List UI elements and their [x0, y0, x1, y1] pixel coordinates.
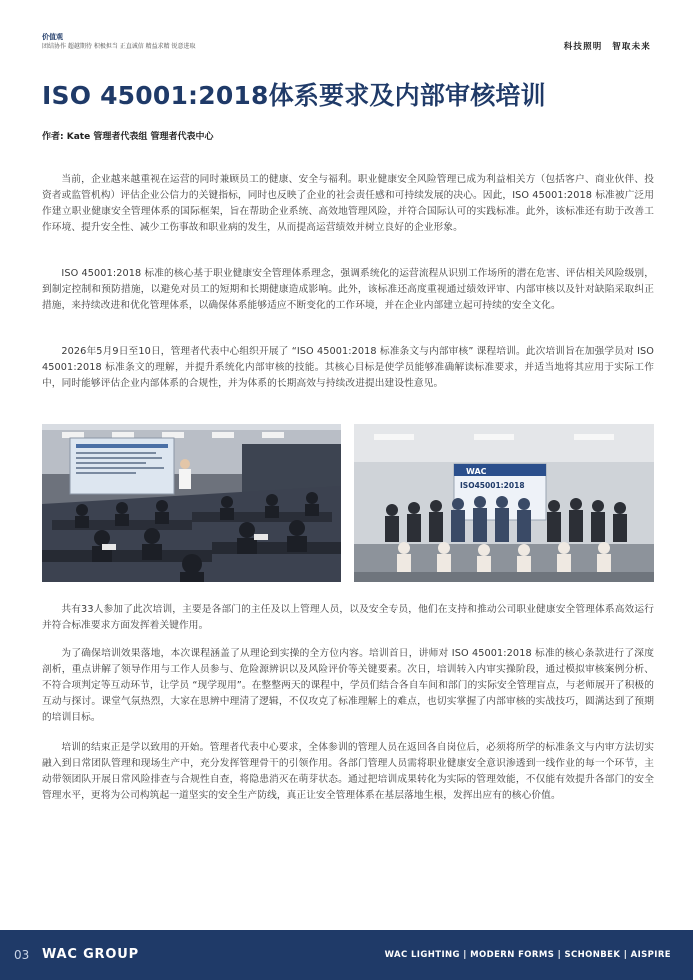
page-footer: [0, 930, 693, 980]
photo-banner-text: ISO45001:2018: [460, 481, 525, 490]
paragraph-5: 为了确保培训效果落地，本次课程涵盖了从理论到实操的全方位内容。培训首日，讲师对 ISO 45001:2018 标准的核心条款进行了深度剖析，重点讲解了领导作用与工作人员参与、危险源辨识以及风险评价等关键要素。次日，培训转入内审实操阶段，通过模拟审核案例分析、不符合项判定等互动环节，让学员 “现学现用”。在整整两天的课程中，学员们结合各自车间和部门的实际安全管理盲点，与老师展开了积极的互动与探讨。课堂气氛热烈，大家在思辨中理清了逻辑，不仅攻克了标准理解上的难点，也切实掌握了内部审核的实战技巧，圆满达到了预期的培训目标。: [42, 648, 654, 723]
training-classroom-photo: [42, 424, 341, 582]
company-tagline: 科技照明 智取未来: [563, 42, 651, 52]
paragraph-3: 2026年5月9日至10日，管理者代表中心组织开展了 “ISO 45001:2018 标准条文与内部审核” 课程培训。此次培训旨在加强学员对 ISO 45001:2018 标准条文的理解，并提升系统化内部审核的技能。其核心目标是使学员能够准确解读标准要求，并适当地将其应用于实际工作中，同时能够评估企业内部体系的合规性，并为体系的长期高效与持续改进提出建设性意见。: [42, 346, 654, 389]
footer-brand-list: WAC LIGHTING | MODERN FORMS | SCHONBEK | AISPIRE: [384, 950, 671, 960]
article-title: ISO 45001:2018体系要求及内部审核培训: [42, 81, 546, 110]
paragraph-4: 共有33人参加了此次培训，主要是各部门的主任及以上管理人员，以及安全专员，他们在支持和推动公司职业健康安全管理体系高效运行并符合标准要求方面发挥着关键作用。: [42, 604, 655, 631]
header-values-block: [42, 32, 196, 51]
values-section-label: 价值观: [42, 33, 63, 41]
training-group-photo: [354, 424, 654, 582]
paragraph-6: 培训的结束正是学以致用的开始。管理者代表中心要求，全体参训的管理人员在返回各自岗位后，必须将所学的标准条文与内审方法切实融入到日常团队管理和现场生产中，充分发挥管理骨干的引领作用。各部门管理人员需将职业健康安全意识渗透到一线作业的每一个环节，主动带领团队开展日常风险排查与合规性自查，将隐患消灭在萌芽状态。通过把培训成果转化为实际的管理效能，不仅能有效提升各部门的安全管理水平，更将为公司构筑起一道坚实的安全生产防线，真正让安全管理体系在基层落地生根，发挥出应有的核心价值。: [42, 742, 654, 801]
paragraph-1: 当前，企业越来越重视在运营的同时兼顾员工的健康、安全与福利。职业健康安全风险管理已成为利益相关方（包括客户、商业伙伴、投资者或监管机构）评估企业公信力的关键指标，同时也反映了企业的社会责任感和可持续发展的决心。因此，ISO 45001:2018 标准被广泛用作建立职业健康安全管理体系的国际框架，旨在帮助企业系统、高效地管理风险，并符合国际认可的实践标准。此外，该标准还有助于改善工作环境、提升安全性、减少工伤事故和职业病的发生，从而提高运营绩效并树立良好的企业形象。: [42, 174, 654, 233]
wac-group-logo: WAC GROUP: [42, 947, 139, 962]
page-number: 03: [14, 948, 30, 962]
paragraph-2: ISO 45001:2018 标准的核心基于职业健康安全管理体系理念，强调系统化的运营流程从识别工作场所的潜在危害、评估相关风险级别，到制定控制和预防措施，以避免对员工的短期和长期健康造成影响。此外，该标准还高度重视通过绩效评审、内部审核以及针对缺陷采取纠正措施，来持续改进和优化管理体系，以确保体系能够适应不断变化的工作环境，并在企业内部建立起可持续的安全文化。: [42, 268, 654, 311]
photo-banner-logo: WAC: [466, 467, 487, 476]
article-author: 作者: Kate 管理者代表组 管理者代表中心: [42, 132, 214, 142]
company-values-line: 团结协作 超越期待 积极担当 正直诚信 精益求精 锐意进取: [42, 43, 196, 50]
